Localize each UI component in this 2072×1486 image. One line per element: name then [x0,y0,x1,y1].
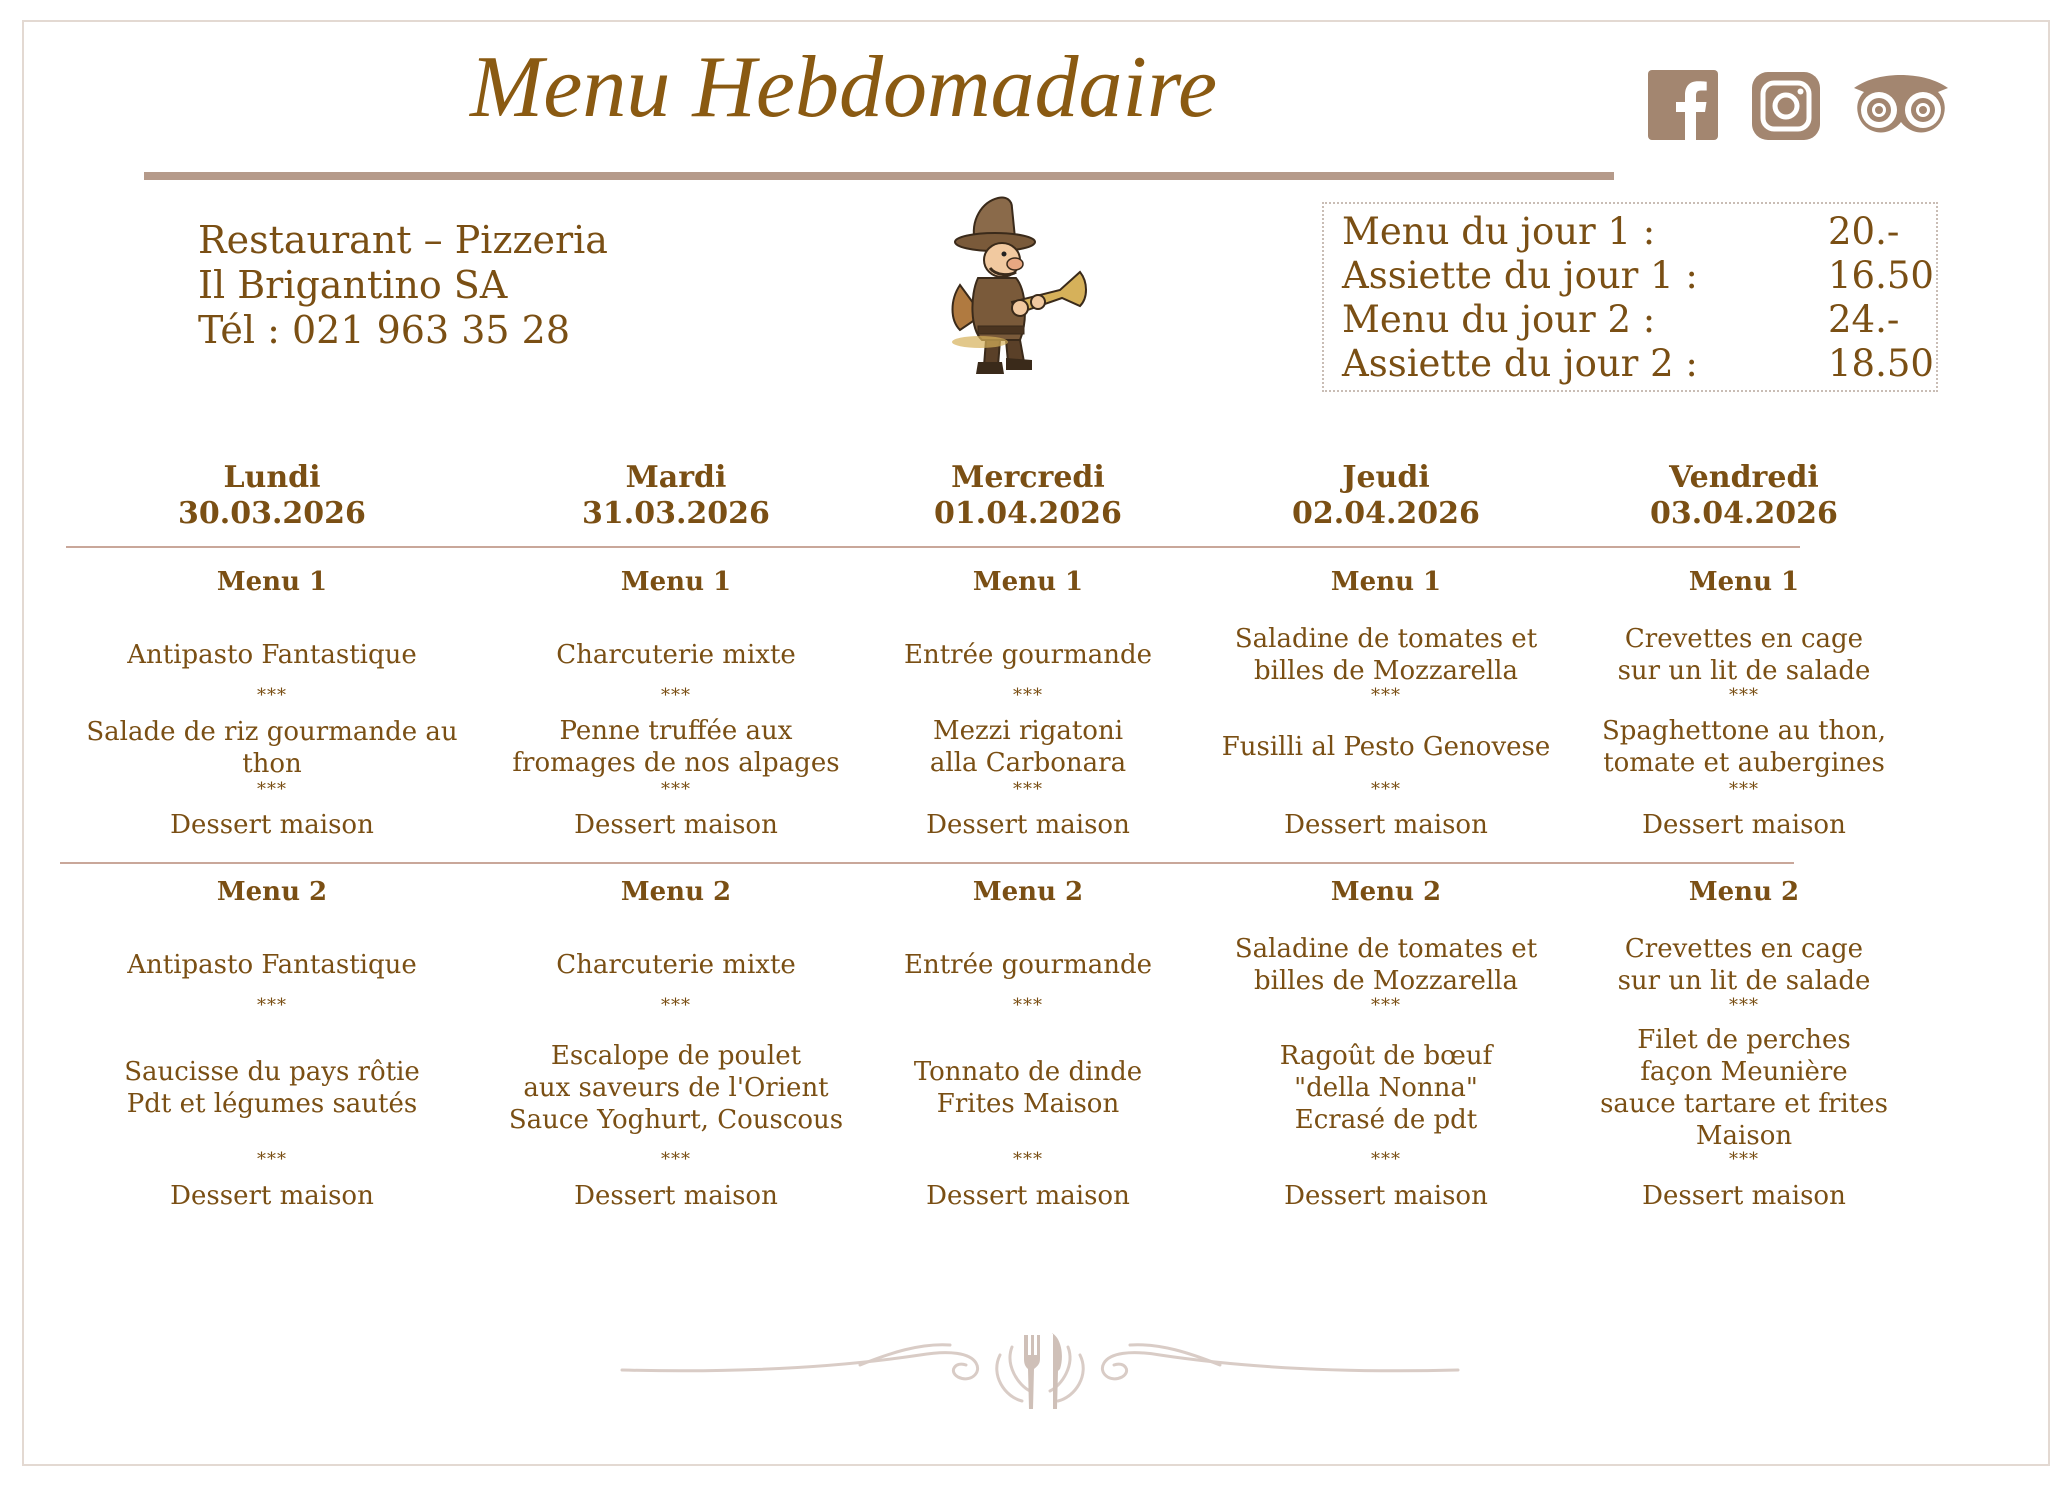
menu-dessert: Dessert maison [1642,810,1846,840]
day-name: Mercredi [951,460,1105,495]
menu-title: Menu 1 [1688,567,1800,597]
menu-starter: Charcuterie mixte [556,950,796,980]
course-separator: *** [1729,779,1759,800]
course-separator: *** [661,1149,691,1170]
price-row [1342,254,1932,298]
menu-dessert: Dessert maison [574,1181,778,1211]
menu-dessert: Dessert maison [1284,1181,1488,1211]
cutlery-ornament-icon [620,1325,1460,1419]
menu-title: Menu 2 [1688,877,1800,907]
price-row [1342,298,1932,342]
menu-title: Menu 2 [620,877,732,907]
day-date: 02.04.2026 [1292,496,1480,531]
day-header-mercredi [838,460,1218,532]
menu-title: Menu 2 [216,877,328,907]
menu-starter: Entrée gourmande [903,640,1153,670]
price-row [1342,342,1932,386]
menu-divider [60,862,1794,864]
menu-main: Escalope de poulet aux saveurs de l'Orient Sauce Yoghurt, Couscous [508,1041,844,1135]
course-separator: *** [1013,685,1043,706]
day-date: 01.04.2026 [934,496,1122,531]
day-name: Jeudi [1342,460,1430,495]
menu-title: Menu 1 [1330,567,1442,597]
page-title: Menu Hebdomadaire [470,39,1218,136]
menu-starter: Crevettes en cage sur un lit de salade [1617,934,1871,996]
course-separator: *** [1013,995,1043,1016]
menu-starter: Antipasto Fantastique [127,950,417,980]
menu-main: Filet de perches façon Meunière sauce tartare et frites Maison [1600,1025,1888,1151]
day-header-jeudi [1196,460,1576,532]
price-label: Assiette du jour 2 : [1342,342,1698,385]
day-header-lundi [82,460,462,532]
course-separator: *** [257,685,287,706]
course-separator: *** [257,779,287,800]
menu-dessert: Dessert maison [574,810,778,840]
tripadvisor-icon[interactable] [1846,70,1956,140]
menu-main: Salade de riz gourmande au thon [86,717,458,779]
menu-dessert: Dessert maison [926,1181,1130,1211]
menu-title: Menu 2 [972,877,1084,907]
brigand-mascot-illustration [920,190,1100,384]
menu-main: Saucisse du pays rôtie Pdt et légumes sautés [124,1057,420,1119]
menu-dessert: Dessert maison [170,1181,374,1211]
menu-starter: Antipasto Fantastique [127,640,417,670]
menu-starter: Saladine de tomates et billes de Mozzarella [1234,624,1538,686]
title-divider [144,172,1614,180]
day-date: 31.03.2026 [582,496,770,531]
course-separator: *** [1371,685,1401,706]
course-separator: *** [1729,995,1759,1016]
day-name: Mardi [625,460,727,495]
menu-main: Ragoût de bœuf "della Nonna" Ecrasé de pdt [1279,1041,1493,1135]
instagram-icon[interactable] [1750,70,1822,142]
price-label: Assiette du jour 1 : [1342,254,1698,297]
menu-title: Menu 1 [620,567,732,597]
restaurant-phone: Tél : 021 963 35 28 [198,308,571,352]
course-separator: *** [661,685,691,706]
course-separator: *** [1729,685,1759,706]
course-separator: *** [257,1149,287,1170]
menu-dessert: Dessert maison [1642,1181,1846,1211]
menu-main: Spaghettone au thon, tomate et aubergines [1601,716,1887,778]
facebook-icon[interactable] [1648,70,1718,140]
course-separator: *** [661,995,691,1016]
price-value: 24.- [1828,298,1900,341]
day-name: Lundi [223,460,321,495]
course-separator: *** [1729,1149,1759,1170]
menu-starter: Entrée gourmande [903,950,1153,980]
price-label: Menu du jour 2 : [1342,298,1656,341]
menu-title: Menu 2 [1330,877,1442,907]
price-value: 16.50 [1828,254,1934,297]
restaurant-type: Restaurant – Pizzeria [198,218,608,262]
price-label: Menu du jour 1 : [1342,210,1656,253]
header-divider [66,546,1800,548]
menu-main: Tonnato de dinde Frites Maison [913,1057,1143,1119]
menu-dessert: Dessert maison [926,810,1130,840]
restaurant-address [198,218,608,353]
menu-main: Fusilli al Pesto Genovese [1221,732,1551,762]
day-name: Vendredi [1669,460,1819,495]
menu-starter: Crevettes en cage sur un lit de salade [1617,624,1871,686]
menu-main: Mezzi rigatoni alla Carbonara [929,716,1127,778]
price-row [1342,210,1932,254]
menu-title: Menu 1 [972,567,1084,597]
price-value: 18.50 [1828,342,1934,385]
course-separator: *** [257,995,287,1016]
day-header-vendredi [1554,460,1934,532]
course-separator: *** [1371,1149,1401,1170]
day-date: 30.03.2026 [178,496,366,531]
menu-title: Menu 1 [216,567,328,597]
menu-starter: Saladine de tomates et billes de Mozzarella [1234,934,1538,996]
menu-main: Penne truffée aux fromages de nos alpages [512,716,840,778]
course-separator: *** [1371,779,1401,800]
day-date: 03.04.2026 [1650,496,1838,531]
course-separator: *** [1013,1149,1043,1170]
course-separator: *** [1371,995,1401,1016]
price-value: 20.- [1828,210,1900,253]
restaurant-name: Il Brigantino SA [198,263,508,307]
price-list [1322,202,1938,392]
course-separator: *** [1013,779,1043,800]
menu-dessert: Dessert maison [170,810,374,840]
menu-dessert: Dessert maison [1284,810,1488,840]
menu-starter: Charcuterie mixte [556,640,796,670]
course-separator: *** [661,779,691,800]
day-header-mardi [486,460,866,532]
